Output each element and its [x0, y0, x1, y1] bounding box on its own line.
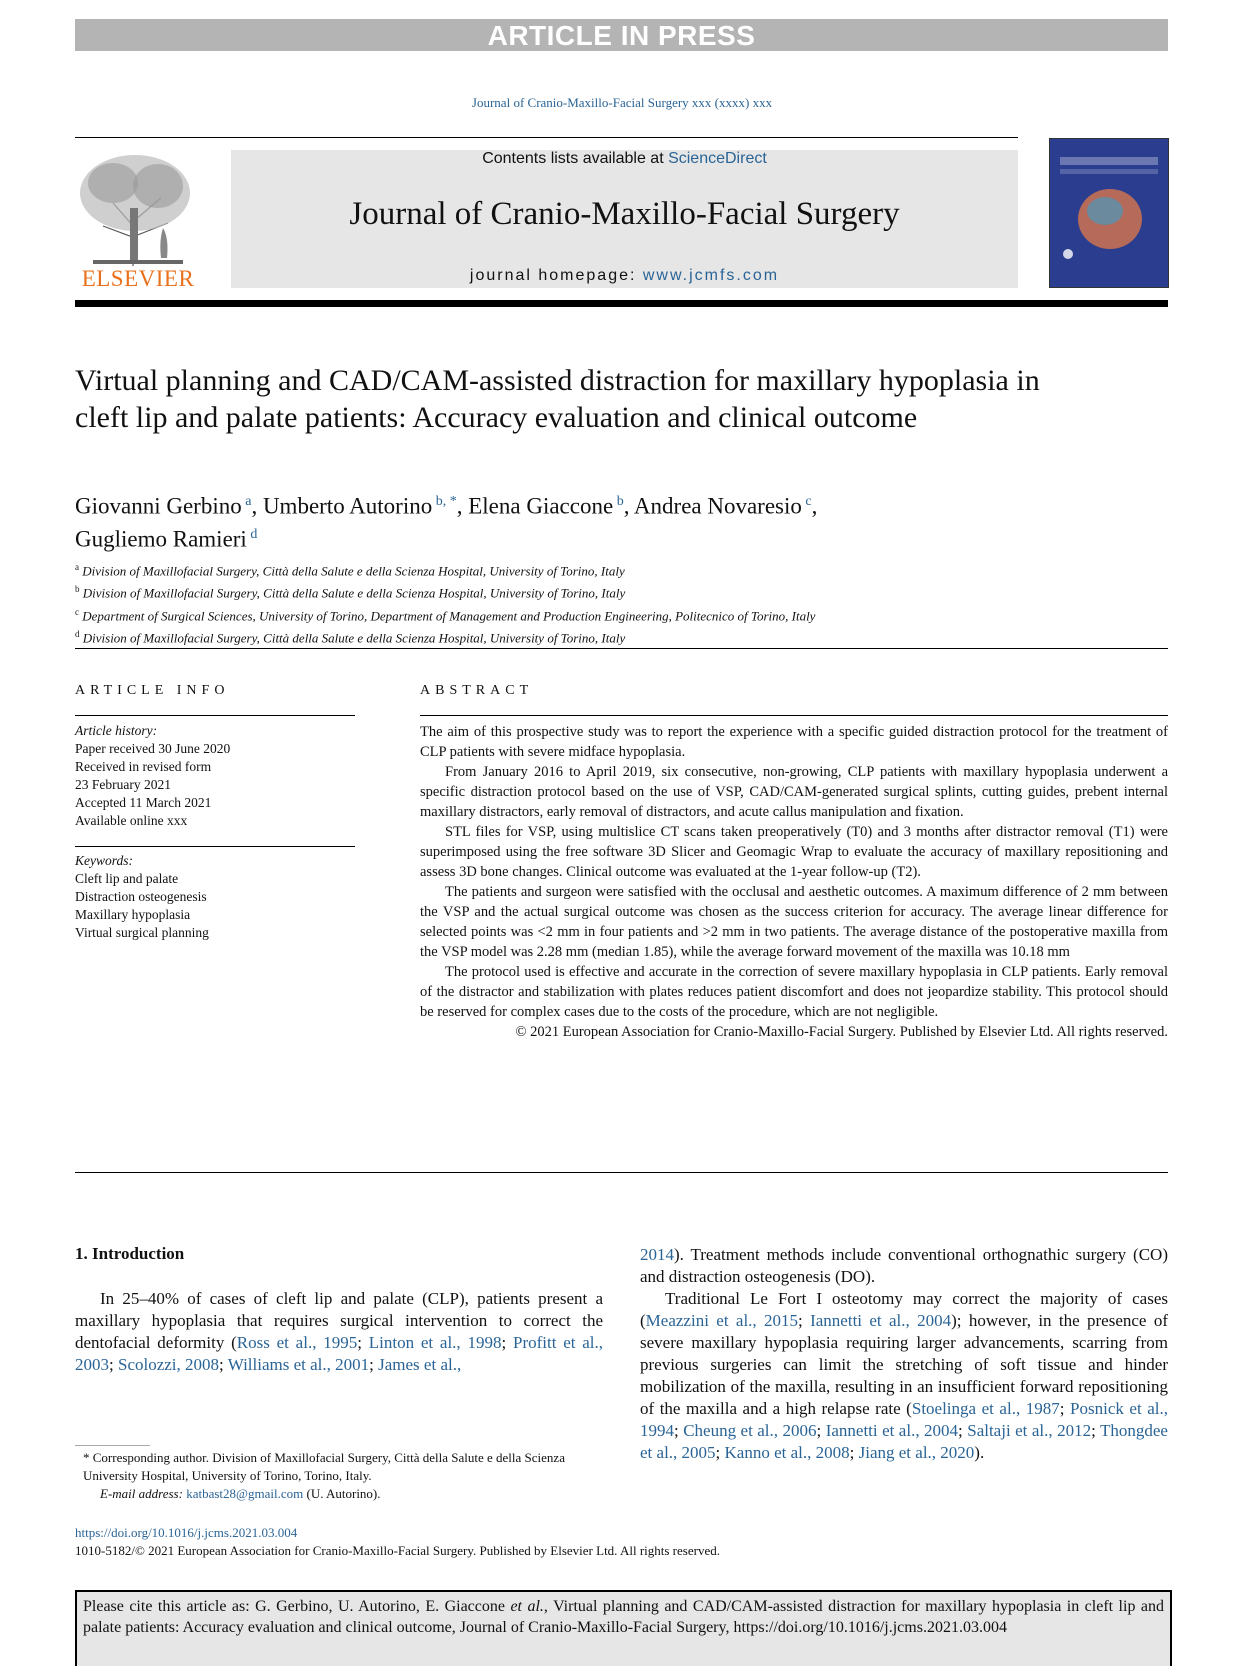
reference-link[interactable]: Jiang et al., 2020 — [858, 1443, 975, 1462]
list-item: Received in revised form — [75, 759, 212, 774]
author-affiliation-marker[interactable]: b, * — [432, 494, 457, 509]
reference-link[interactable]: Iannetti et al., 2004 — [810, 1311, 952, 1330]
citation-box — [75, 1590, 1172, 1666]
list-item: Paper received 30 June 2020 — [75, 741, 231, 756]
section-heading: 1. Introduction — [75, 1244, 185, 1263]
reference-link[interactable]: Williams et al., 2001 — [227, 1355, 370, 1374]
divider — [420, 715, 1168, 716]
affiliation-text: Division of Maxillofacial Surgery, Città della Salute e della Scienza Hospital, University of Torino, Italy — [79, 585, 626, 601]
reference-link[interactable]: James et al., — [378, 1355, 462, 1374]
author-list: Giovanni Gerbino $^a$, Umberto Autorino $^{b, *}$, Elena Giaccone $^b$, Andrea Novaresio $^c$, Gugliemo Ramieri $^d$ — [75, 493, 818, 552]
list-item: 23 February 2021 — [75, 777, 171, 792]
reference-link[interactable]: Ross et al., 1995 — [236, 1333, 358, 1352]
list-item: Accepted 11 March 2021 — [75, 795, 212, 810]
reference-link[interactable]: Saltaji et al., 2012 — [967, 1421, 1092, 1440]
abstract-paragraph: The aim of this prospective study was to report the experience with a specific guided distraction protocol for the treatment of CLP patients with severe midface hypoplasia. — [420, 724, 1168, 760]
reference-links: Meazzini et al., 2015; Iannetti et al., 2004 — [645, 1311, 952, 1330]
email-label: E-mail address: — [100, 1486, 187, 1501]
affiliation-text: Division of Maxillofacial Surgery, Città della Salute e della Scienza Hospital, University of Torino, Italy — [79, 563, 625, 579]
reference-link[interactable]: Cheung et al., 2006 — [683, 1421, 817, 1440]
affiliation-marker: a — [75, 562, 79, 572]
author-affiliation-marker[interactable]: c — [801, 494, 812, 509]
email-link[interactable]: katbast28@gmail.com — [186, 1486, 304, 1501]
doi-link[interactable]: https://doi.org/10.1016/j.jcms.2021.03.004 — [75, 1525, 298, 1540]
intro-paragraph-1 — [75, 1288, 603, 1376]
affiliation-marker: d — [75, 628, 80, 639]
paragraph-text: In 25–40% of cases of cleft lip and palate (CLP), patients present a maxillary hypoplasia that requires surgical intervention to correct the dentofacial deformity ( — [75, 1289, 603, 1352]
journal-title: Journal of Cranio-Maxillo-Facial Surgery — [349, 196, 900, 232]
divider — [75, 715, 355, 716]
keywords-label: Keywords: — [75, 853, 133, 868]
issn-line: 1010-5182/© 2021 European Association for Cranio-Maxillo-Facial Surgery. Published by Elsevier Ltd. All rights reserved. — [75, 1543, 720, 1558]
article-history — [75, 722, 355, 830]
affiliation-marker: b — [75, 584, 80, 595]
corresponding-text: * Corresponding author. Division of Maxillofacial Surgery, Città della Salute e della Scienza University Hospital, University of Torino, Torino, Italy. — [83, 1450, 565, 1483]
reference-link[interactable]: Stoelinga et al., 1987 — [911, 1399, 1060, 1418]
divider — [75, 137, 1018, 138]
author-affiliation-marker[interactable]: d — [246, 526, 258, 542]
abstract-paragraph: The protocol used is effective and accurate in the correction of severe maxillary hypoplasia in CLP patients. Early removal of the distractor and stabilization with plates reduces patient discomfort and does not jeopardize stability. This protocol should be reserved for complex cases due to the costs of the procedure, which are not negligible. — [420, 964, 1168, 1020]
affiliation — [75, 625, 1165, 647]
footnote-divider — [75, 1445, 150, 1446]
article-info-heading: ARTICLE INFO — [75, 683, 230, 698]
affiliation — [75, 603, 1165, 625]
email-suffix: (U. Autorino). — [303, 1486, 381, 1501]
list-item: Cleft lip and palate — [75, 871, 179, 886]
journal-reference[interactable]: Journal of Cranio-Maxillo-Facial Surgery xxx (xxxx) xxx — [471, 95, 773, 110]
keywords — [75, 852, 355, 942]
author-affiliation-marker[interactable]: a — [241, 494, 252, 509]
reference-link[interactable]: 2014 — [640, 1245, 674, 1264]
journal-cover-thumbnail[interactable] — [1049, 138, 1169, 288]
author-name[interactable]: Andrea Novaresio — [633, 493, 802, 519]
contents-prefix: Contents lists available at — [482, 150, 669, 167]
contents-line — [231, 150, 1018, 168]
reference-link[interactable]: Iannetti et al., 2004 — [825, 1421, 959, 1440]
paragraph-text: Traditional Le Fort I osteotomy may correct the majority of cases ( — [640, 1289, 1168, 1330]
abstract-body — [420, 722, 1168, 1042]
history-label: Article history: — [75, 723, 158, 738]
abstract-paragraph: From January 2016 to April 2019, six consecutive, non-growing, CLP patients with maxillary hypoplasia underwent a specific distraction protocol based on the use of VSP, CAD/CAM-generated surgical splints, cutting guides, prebent internal maxillary distractors, early removal of distractors, and acute callus manipulation and fixation. — [420, 764, 1168, 820]
affiliation-text: Division of Maxillofacial Surgery, Città della Salute e della Scienza Hospital, University of Torino, Italy — [79, 630, 626, 646]
article-in-press-banner: ARTICLE IN PRESS — [75, 19, 1168, 51]
abstract-paragraph: The patients and surgeon were satisfied with the occlusal and aesthetic outcomes. A maximum difference of 2 mm between the VSP and the actual surgical outcome was chosen as the success criterion for accuracy. The average linear difference for selected points was <2 mm in four patients and >2 mm in two patients. The average distance of the postoperative maxilla from the VSP model was 2.28 mm (median 1.85), while the average forward movement of the maxilla was 10.18 mm — [420, 884, 1168, 960]
reference-link[interactable]: Linton et al., 1998 — [368, 1333, 502, 1352]
author-name[interactable]: Umberto Autorino — [262, 493, 433, 519]
abstract-paragraph: STL files for VSP, using multislice CT scans taken preoperatively (T0) and 3 months after distractor removal (T1) were superimposed using the free software 3D Slicer and Geomagic Wrap to evaluate the accuracy of maxillary repositioning and assess 3D bone changes. Clinical outcome was evaluated at the 1-year follow-up (T2). — [420, 824, 1168, 880]
author-name[interactable]: Giovanni Gerbino — [75, 493, 242, 519]
homepage-prefix: journal homepage: — [469, 267, 643, 284]
reference-link[interactable]: Posnick et al., 1994 — [640, 1399, 1168, 1440]
paragraph-text: ); however, in the presence of severe maxillary hypoplasia requiring larger advancements, scarring from previous surgeries can limit the stretching of soft tissue and hinder mobilization of the maxilla, resulting in an insufficient forward repositioning of the maxilla and a high relapse rate ( — [640, 1311, 1168, 1418]
citation-etal: et al. — [510, 1598, 544, 1615]
reference-link[interactable]: Thongdee et al., 2005 — [640, 1421, 1168, 1462]
reference-links: Ross et al., 1995; Linton et al., 1998; Profitt et al., 2003; Scolozzi, 2008; Williams et al., 2001; James et al., — [75, 1333, 604, 1374]
publisher-wordmark: ELSEVIER — [81, 266, 195, 291]
author-name[interactable]: Elena Giaccone — [468, 493, 614, 519]
intro-column-2 — [640, 1244, 1168, 1464]
affiliation-text: Department of Surgical Sciences, University of Torino, Department of Management and Production Engineering, Politecnico of Torino, Italy — [79, 607, 816, 623]
copyright-notice: © 2021 European Association for Cranio-Maxillo-Facial Surgery. Published by Elsevier Ltd. All rights reserved. — [515, 1024, 1168, 1040]
divider — [75, 1172, 1168, 1173]
paragraph-text: ). — [974, 1443, 985, 1462]
divider — [75, 648, 1168, 649]
list-item: Maxillary hypoplasia — [75, 907, 191, 922]
author-name[interactable]: Gugliemo Ramieri — [75, 526, 247, 552]
reference-link[interactable]: Meazzini et al., 2015 — [645, 1311, 799, 1330]
sciencedirect-link[interactable]: ScienceDirect — [668, 150, 767, 167]
citation-rest: , Virtual planning and CAD/CAM-assisted distraction for maxillary hypoplasia in cleft lip and palate patients: Accuracy evaluation and clinical outcome, Journal of Cranio-Maxillo-Facial Surgery, https://doi.org/10.1016/j.jcms.2021.03.004 — [83, 1598, 1164, 1636]
reference-link[interactable]: Scolozzi, 2008 — [117, 1355, 220, 1374]
list-item: Virtual surgical planning — [75, 925, 209, 940]
abstract-heading: ABSTRACT — [420, 683, 534, 698]
paragraph-text: ). Treatment methods include conventional orthognathic surgery (CO) and distraction osteogenesis (DO). — [640, 1245, 1168, 1286]
list-item: Available online xxx — [75, 813, 188, 828]
reference-link[interactable]: Kanno et al., 2008 — [724, 1443, 850, 1462]
affiliation-list — [75, 558, 1165, 647]
reference-link[interactable]: Profitt et al., 2003 — [75, 1333, 604, 1374]
author-affiliation-marker[interactable]: b — [613, 494, 624, 509]
homepage-line — [231, 267, 1018, 285]
affiliation — [75, 558, 1165, 580]
affiliation — [75, 580, 1165, 602]
reference-links: Stoelinga et al., 1987; Posnick et al., 1994; Cheung et al., 2006; Iannetti et al., 2004; Saltaji et al., 2012; Thongdee et al., 2005; Kanno et al., 2008; Jiang et al., 2020 — [640, 1399, 1168, 1462]
history-list — [75, 740, 355, 830]
keyword-list — [75, 870, 355, 942]
article-title: Virtual planning and CAD/CAM-assisted distraction for maxillary hypoplasia in cleft lip and palate patients: Accuracy evaluation and clinical outcome — [75, 364, 1040, 434]
list-item: Distraction osteogenesis — [75, 889, 207, 904]
divider — [75, 846, 355, 847]
citation-prefix: Please cite this article as: G. Gerbino, U. Autorino, E. Giaccone — [83, 1598, 511, 1615]
homepage-link[interactable]: www.jcmfs.com — [642, 267, 780, 284]
corresponding-author-footnote — [75, 1449, 603, 1503]
masthead-divider — [75, 300, 1168, 307]
affiliation-marker: c — [75, 606, 79, 617]
